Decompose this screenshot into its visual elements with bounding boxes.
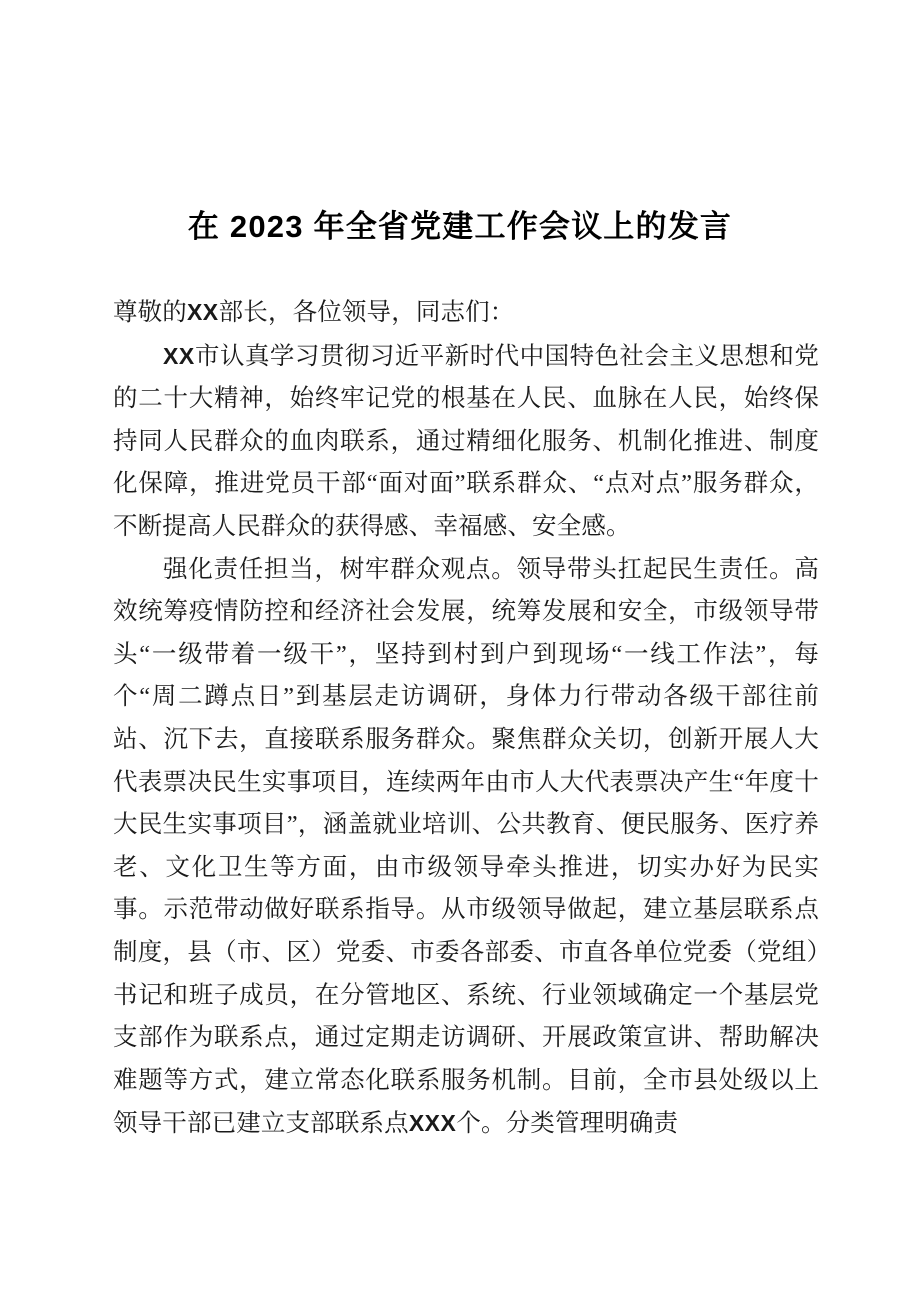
document-body [113,291,819,1146]
placeholder-minister: XX [186,299,219,325]
body-paragraph-1: XX市认真学习贯彻习近平新时代中国特色社会主义思想和党的二十大精神，始终牢记党的根基在人民、血脉在人民，始终保持同人民群众的血肉联系，通过精细化服务、机制化推进、制度化保障，推进党员干部“面对面”联系群众、“点对点”服务群众，不断提高人民群众的获得感、幸福感、安全感。 [113,342,819,540]
placeholder-city: XX [163,342,195,369]
page-title: 在 2023 年全省党建工作会议上的发言 [187,209,733,244]
body-paragraph-2: 强化责任担当，树牢群众观点。领导带头扛起民生责任。高效统筹疫情防控和经济社会发展，统筹发展和安全，市级领导带头“一级带着一级干”，坚持到村到户到现场“一线工作法”，每个“周二蹲点日”到基层走访调研，身体力行带动各级干部往前站、沉下去，直接联系服务群众。聚焦群众关切，创新开展人大代表票决民生实事项目，连续两年由市人大代表票决产生“年度十大民生实事项目”，涵盖就业培训、公共教育、便民服务、医疗养老、文化卫生等方面，由市级领导牵头推进，切实办好为民实事。示范带动做好联系指导。从市级领导做起，建立基层联系点制度，县（市、区）党委、市委各部委、市直各单位党委（党组）书记和班子成员，在分管地区、系统、行业领域确定一个基层党支部作为联系点，通过定期走访调研、开展政策宣讲、帮助解决难题等方式，建立常态化联系服务机制。目前，全市县处级以上领导干部已建立支部联系点XXX个。分类管理明确责 [113,555,819,1138]
placeholder-count: XXX [408,1110,457,1137]
salutation-paragraph: 尊敬的XX部长，各位领导，同志们： [113,299,515,326]
